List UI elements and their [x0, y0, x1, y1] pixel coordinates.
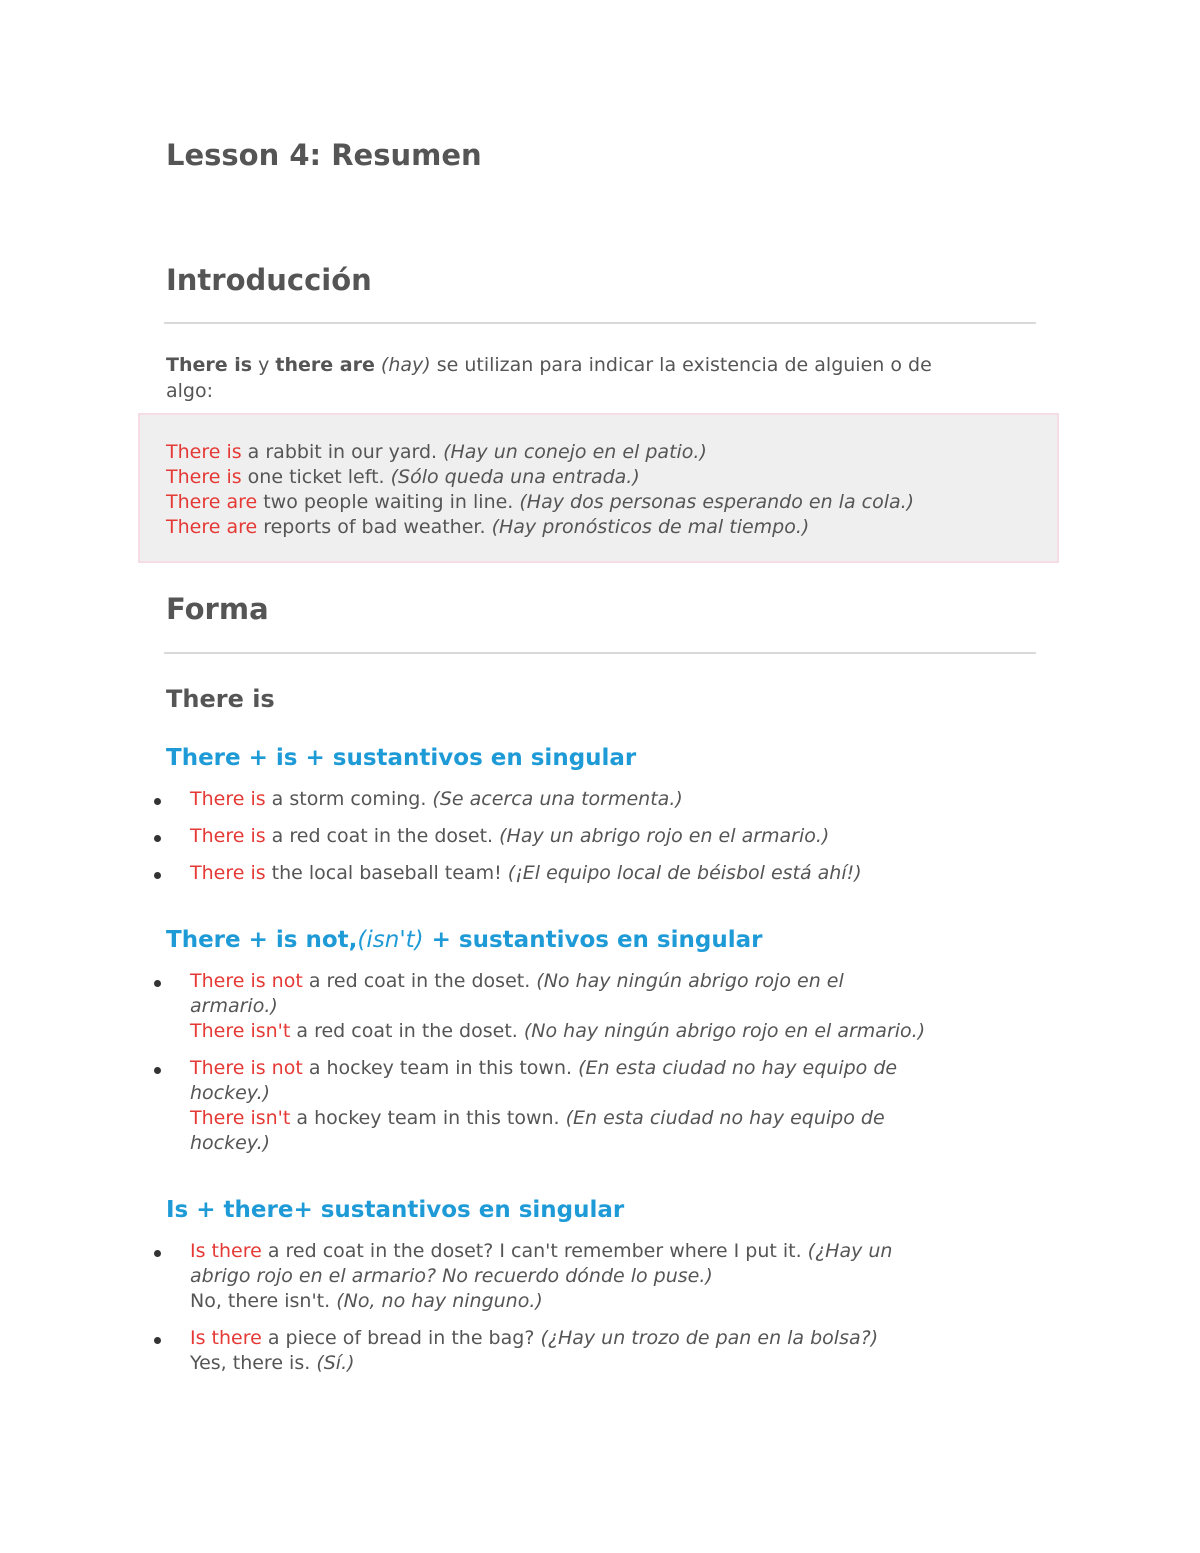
- bullet-icon: [154, 1250, 161, 1257]
- page-title: Lesson 4: Resumen: [166, 138, 482, 172]
- intro-paragraph: There is y there are (hay) se utilizan para indicar la existencia de alguien o de algo:: [166, 354, 932, 402]
- term-there-is: There is: [166, 354, 253, 376]
- rule-heading-question: Is + there+ sustantivos en singular: [166, 1197, 625, 1223]
- list-item: Is there a piece of bread in the bag? (¿Hay un trozo de pan en la bolsa?) Yes, there is. (Sí.): [190, 1327, 879, 1374]
- rule-heading-negative: There + is not,(isn't) + sustantivos en singular: [166, 927, 763, 953]
- section-heading-forma: Forma: [166, 592, 269, 626]
- bullet-icon: [154, 980, 161, 987]
- bullet-icon: [154, 1337, 161, 1344]
- example-line: There are reports of bad weather. (Hay pronósticos de mal tiempo.): [166, 516, 810, 538]
- section-divider: [164, 322, 1036, 324]
- subheading-there-is: There is: [166, 685, 275, 713]
- list-item: Is there a red coat in the doset? I can't remember where I put it. (¿Hay un abrigo rojo en el armario? No recuerdo dónde lo puse.) No, there isn't. (No, no hay ninguno.): [190, 1240, 893, 1312]
- example-line: There is a rabbit in our yard. (Hay un conejo en el patio.): [166, 441, 707, 463]
- example-list: [166, 440, 914, 540]
- bullet-icon: [154, 835, 161, 842]
- bullet-icon: [154, 1067, 161, 1074]
- list-item: There is the local baseball team! (¡El equipo local de béisbol está ahí!): [190, 862, 862, 884]
- rule-heading-singular: There + is + sustantivos en singular: [166, 745, 637, 771]
- example-line: There are two people waiting in line. (Hay dos personas esperando en la cola.): [166, 491, 915, 513]
- term-there-are: there are: [275, 354, 375, 376]
- list-item: There is not a hockey team in this town. (En esta ciudad no hay equipo de hockey.) There isn't a hockey team in this town. (En esta ciudad no hay equipo de hockey.): [190, 1057, 898, 1154]
- list-item: There is a red coat in the doset. (Hay un abrigo rojo en el armario.): [190, 825, 830, 847]
- list-item: There is a storm coming. (Se acerca una tormenta.): [190, 788, 683, 810]
- translation-hay: (hay): [380, 354, 431, 376]
- section-divider: [164, 652, 1036, 654]
- bullet-icon: [154, 798, 161, 805]
- list-item: There is not a red coat in the doset. (No hay ningún abrigo rojo en el armario.) There isn't a red coat in the doset. (No hay ningún abrigo rojo en el armario.): [190, 970, 926, 1042]
- example-line: There is one ticket left. (Sólo queda una entrada.): [166, 466, 640, 488]
- bullet-icon: [154, 872, 161, 879]
- section-heading-introduccion: Introducción: [166, 263, 372, 297]
